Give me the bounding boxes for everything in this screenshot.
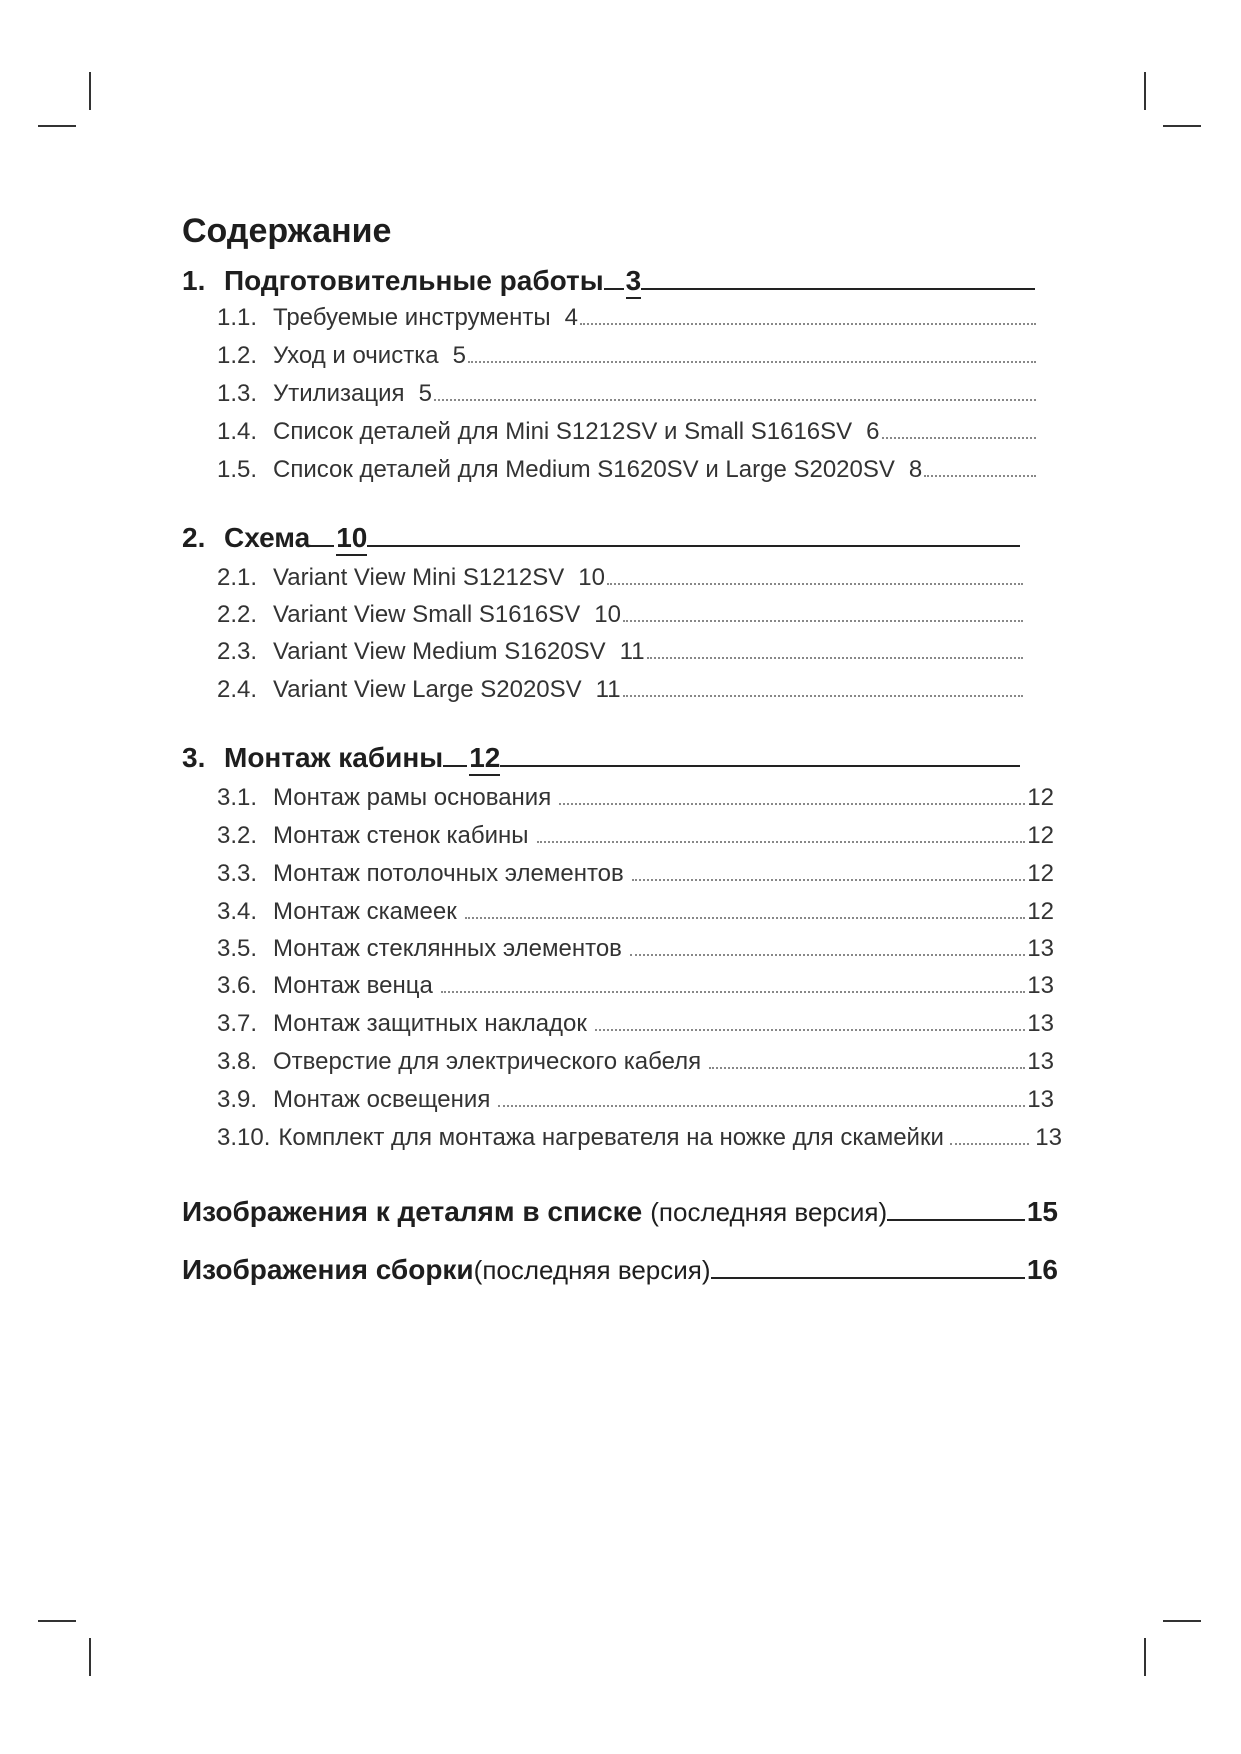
appendix-page: 16: [1026, 1254, 1058, 1285]
leader-line: [711, 1277, 1025, 1279]
item-label: Комплект для монтажа нагревателя на ножке для скамейки: [278, 1124, 944, 1151]
appendix-label: Изображения сборки: [182, 1254, 474, 1285]
item-label: Variant View Medium S1620SV: [273, 638, 606, 665]
leader-line: [887, 1219, 1025, 1221]
item-number: 1.1.: [217, 304, 258, 331]
item-number: 3.5.: [217, 935, 258, 962]
crop-mark: [1144, 1638, 1146, 1676]
item-number: 3.3.: [217, 860, 258, 887]
dot-leader: [465, 917, 1026, 919]
leader-line: [310, 545, 334, 547]
toc-item-3-5[interactable]: [217, 935, 1054, 963]
dot-leader: [623, 695, 1023, 697]
toc-item-3-2[interactable]: [217, 822, 1054, 850]
item-page: 5: [452, 342, 466, 369]
section-page: 3: [626, 265, 642, 299]
item-label: Variant View Large S2020SV: [273, 676, 582, 703]
item-number: 3.9.: [217, 1086, 258, 1113]
item-page: 12: [1027, 822, 1054, 849]
item-page: 10: [594, 601, 621, 628]
item-number: 1.4.: [217, 418, 258, 445]
item-label: Требуемые инструменты: [273, 304, 551, 331]
item-number: 2.3.: [217, 638, 258, 665]
item-number: 2.1.: [217, 564, 258, 591]
item-label: Список деталей для Mini S1212SV и Small S1616SV: [273, 418, 853, 445]
item-label: Монтаж стенок кабины: [273, 822, 529, 849]
dot-leader: [498, 1105, 1025, 1107]
crop-mark: [89, 1638, 91, 1676]
item-label: Утилизация: [273, 380, 405, 407]
section-label: Монтаж кабины: [224, 742, 444, 773]
leader-line: [443, 765, 467, 767]
section-label: Схема: [224, 522, 311, 553]
dot-leader: [434, 399, 1036, 401]
toc-item-3-6[interactable]: [217, 972, 1054, 1000]
item-page: 5: [418, 380, 432, 407]
item-page: 13: [1027, 1086, 1054, 1113]
item-label: Монтаж венца: [273, 972, 433, 999]
item-page: 4: [564, 304, 578, 331]
toc-item-1-1[interactable]: [217, 304, 1038, 332]
item-page: 13: [1035, 1124, 1062, 1151]
item-page: 13: [1027, 935, 1054, 962]
toc-item-2-4[interactable]: [217, 676, 1025, 704]
toc-item-2-3[interactable]: [217, 638, 1025, 666]
item-number: 3.1.: [217, 784, 258, 811]
item-number: 3.10.: [217, 1124, 271, 1151]
dot-leader: [632, 879, 1026, 881]
toc-item-1-3[interactable]: [217, 380, 1038, 408]
toc-section-1[interactable]: [182, 265, 1037, 299]
toc-item-1-5[interactable]: [217, 456, 1038, 484]
section-number: 2.: [182, 522, 206, 553]
appendix-label: Изображения к деталям в списке: [182, 1196, 643, 1227]
item-label: Уход и очистка: [273, 342, 439, 369]
item-number: 3.2.: [217, 822, 258, 849]
toc-item-3-3[interactable]: [217, 860, 1054, 888]
leader-line: [641, 288, 1035, 290]
toc-item-3-10[interactable]: [217, 1124, 1062, 1152]
toc-item-3-1[interactable]: [217, 784, 1054, 812]
item-page: 10: [578, 564, 605, 591]
item-number: 1.2.: [217, 342, 258, 369]
item-label: Монтаж скамеек: [273, 898, 457, 925]
item-page: 13: [1027, 972, 1054, 999]
item-number: 3.4.: [217, 898, 258, 925]
item-number: 3.8.: [217, 1048, 258, 1075]
section-page: 12: [469, 742, 500, 776]
dot-leader: [580, 323, 1036, 325]
toc-item-3-8[interactable]: [217, 1048, 1054, 1076]
item-page: 11: [619, 638, 645, 665]
item-page: 11: [595, 676, 621, 703]
leader-line: [604, 288, 624, 290]
crop-mark: [1163, 125, 1201, 127]
item-label: Монтаж стеклянных элементов: [273, 935, 622, 962]
toc-item-1-2[interactable]: [217, 342, 1038, 370]
item-number: 1.5.: [217, 456, 258, 483]
toc-item-1-4[interactable]: [217, 418, 1038, 446]
toc-appendix-parts-images[interactable]: [182, 1196, 1058, 1228]
crop-mark: [1163, 1620, 1201, 1622]
dot-leader: [595, 1029, 1025, 1031]
item-number: 1.3.: [217, 380, 258, 407]
dot-leader: [607, 583, 1023, 585]
item-number: 2.4.: [217, 676, 258, 703]
item-label: Variant View Mini S1212SV: [273, 564, 565, 591]
item-label: Монтаж защитных накладок: [273, 1010, 587, 1037]
appendix-note: (последняя версия): [473, 1255, 711, 1285]
item-page: 13: [1027, 1048, 1054, 1075]
toc-appendix-assembly-images[interactable]: [182, 1254, 1058, 1286]
item-label: Отверстие для электрического кабеля: [273, 1048, 702, 1075]
crop-mark: [89, 72, 91, 110]
item-page: 8: [908, 456, 923, 483]
dot-leader: [468, 361, 1036, 363]
dot-leader: [950, 1143, 1029, 1145]
item-label: Монтаж потолочных элементов: [273, 860, 624, 887]
item-label: Список деталей для Medium S1620SV и Large S2020SV: [273, 456, 895, 483]
crop-mark: [38, 125, 76, 127]
dot-leader: [924, 475, 1036, 477]
appendix-page: 15: [1026, 1196, 1058, 1227]
section-number: 1.: [182, 265, 206, 296]
toc-item-3-9[interactable]: [217, 1086, 1054, 1114]
leader-line: [367, 545, 1020, 547]
dot-leader: [537, 841, 1026, 843]
item-label: Монтаж рамы основания: [273, 784, 552, 811]
dot-leader: [647, 657, 1023, 659]
item-label: Монтаж освещения: [273, 1086, 491, 1113]
dot-leader: [441, 991, 1025, 993]
crop-mark: [38, 1620, 76, 1622]
item-page: 6: [866, 418, 880, 445]
item-number: 3.6.: [217, 972, 258, 999]
appendix-note: (последняя версия): [650, 1197, 888, 1227]
toc-item-3-4[interactable]: [217, 898, 1054, 926]
dot-leader: [623, 620, 1023, 622]
item-number: 2.2.: [217, 601, 258, 628]
dot-leader: [559, 803, 1025, 805]
page-title: Содержание: [182, 212, 392, 250]
toc-section-3[interactable]: [182, 742, 1022, 776]
item-number: 3.7.: [217, 1010, 258, 1037]
item-label: Variant View Small S1616SV: [273, 601, 581, 628]
leader-line: [500, 765, 1020, 767]
item-page: 13: [1027, 1010, 1054, 1037]
toc-item-3-7[interactable]: [217, 1010, 1054, 1038]
dot-leader: [882, 437, 1036, 439]
section-label: Подготовительные работы: [224, 265, 604, 296]
toc-section-2[interactable]: [182, 522, 1022, 556]
dot-leader: [630, 954, 1025, 956]
section-page: 10: [336, 522, 367, 556]
item-page: 12: [1027, 784, 1054, 811]
toc-item-2-1[interactable]: [217, 564, 1025, 592]
item-page: 12: [1027, 860, 1054, 887]
toc-item-2-2[interactable]: [217, 601, 1025, 629]
item-page: 12: [1027, 898, 1054, 925]
section-number: 3.: [182, 742, 206, 773]
crop-mark: [1144, 72, 1146, 110]
dot-leader: [709, 1067, 1025, 1069]
